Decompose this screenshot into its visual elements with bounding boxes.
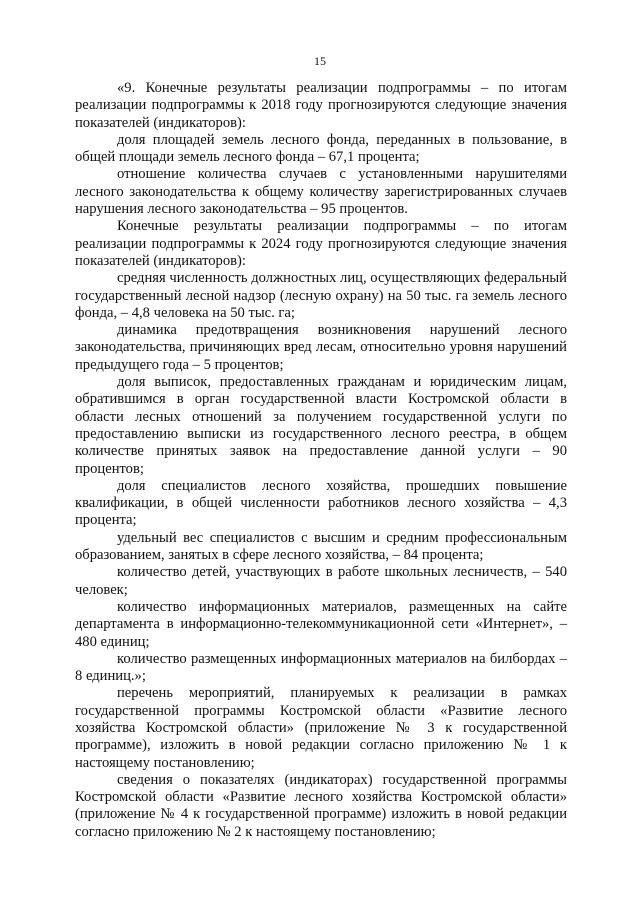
paragraph-14: сведения о показателях (индикаторах) государственной программы Костромской области «Развитие лесного хозяйства Костромской области» (приложение № 4 к государственной программе) изложить в новой редакции согласно приложению № 2 к настоящему постановлению; bbox=[75, 771, 567, 840]
paragraph-5: средняя численность должностных лиц, осуществляющих федеральный государственный лесной надзор (лесную охрану) на 50 тыс. га земель лесного фонда, – 4,8 человека на 50 тыс. га; bbox=[75, 270, 567, 321]
paragraph-10: количество детей, участвующих в работе школьных лесничеств, – 540 человек; bbox=[75, 564, 567, 598]
paragraph-6: динамика предотвращения возникновения нарушений лесного законодательства, причиняющих вред лесам, относительно уровня нарушений предыдущего года – 5 процентов; bbox=[75, 322, 567, 373]
paragraph-2: доля площадей земель лесного фонда, переданных в пользование, в общей площади земель лесного фонда – 67,1 процента; bbox=[75, 131, 567, 166]
paragraph-4: Конечные результаты реализации подпрограммы – по итогам реализации подпрограммы к 2024 году прогнозируются следующие значения показателей (индикаторов): bbox=[75, 218, 567, 269]
paragraph-9: удельный вес специалистов с высшим и средним профессиональным образованием, занятых в сфере лесного хозяйства, – 84 процента; bbox=[75, 529, 567, 564]
paragraph-3: отношение количества случаев с установленными нарушителями лесного законодательства к общему количеству зарегистрированных случаев нарушения лесного законодательства – 95 процентов. bbox=[75, 166, 567, 218]
paragraph-1: «9. Конечные результаты реализации подпрограммы – по итогам реализации подпрограммы к 2018 году прогнозируются следующие значения показателей (индикаторов): bbox=[75, 80, 567, 131]
page-number: 15 bbox=[314, 54, 326, 68]
paragraph-12: количество размещенных информационных материалов на билбордах – 8 единиц.»; bbox=[75, 650, 567, 685]
paragraph-13: перечень мероприятий, планируемых к реализации в рамках государственной программы Костромской области «Развитие лесного хозяйства Костромской области» (приложение № 3 к государственной программе), изложить в новой редакции согласно приложению № 1 к настоящему постановлению; bbox=[75, 685, 567, 771]
paragraph-11: количество информационных материалов, размещенных на сайте департамента в информационно-телекоммуникационной сети «Интернет», – 480 единиц; bbox=[75, 598, 567, 650]
paragraph-7: доля выписок, предоставленных гражданам и юридическим лицам, обратившимся в орган государственной власти Костромской области в области лесных отношений за получением государственной услуги по предоставлению выписки из государственного лесного реестра, в общем количестве принятых заявок на предоставление данной услуги – 90 процентов; bbox=[75, 374, 567, 477]
paragraph-8: доля специалистов лесного хозяйства, прошедших повышение квалификации, в общей численности работников лесного хозяйства – 4,3 процента; bbox=[75, 477, 567, 529]
document-body bbox=[75, 80, 567, 841]
